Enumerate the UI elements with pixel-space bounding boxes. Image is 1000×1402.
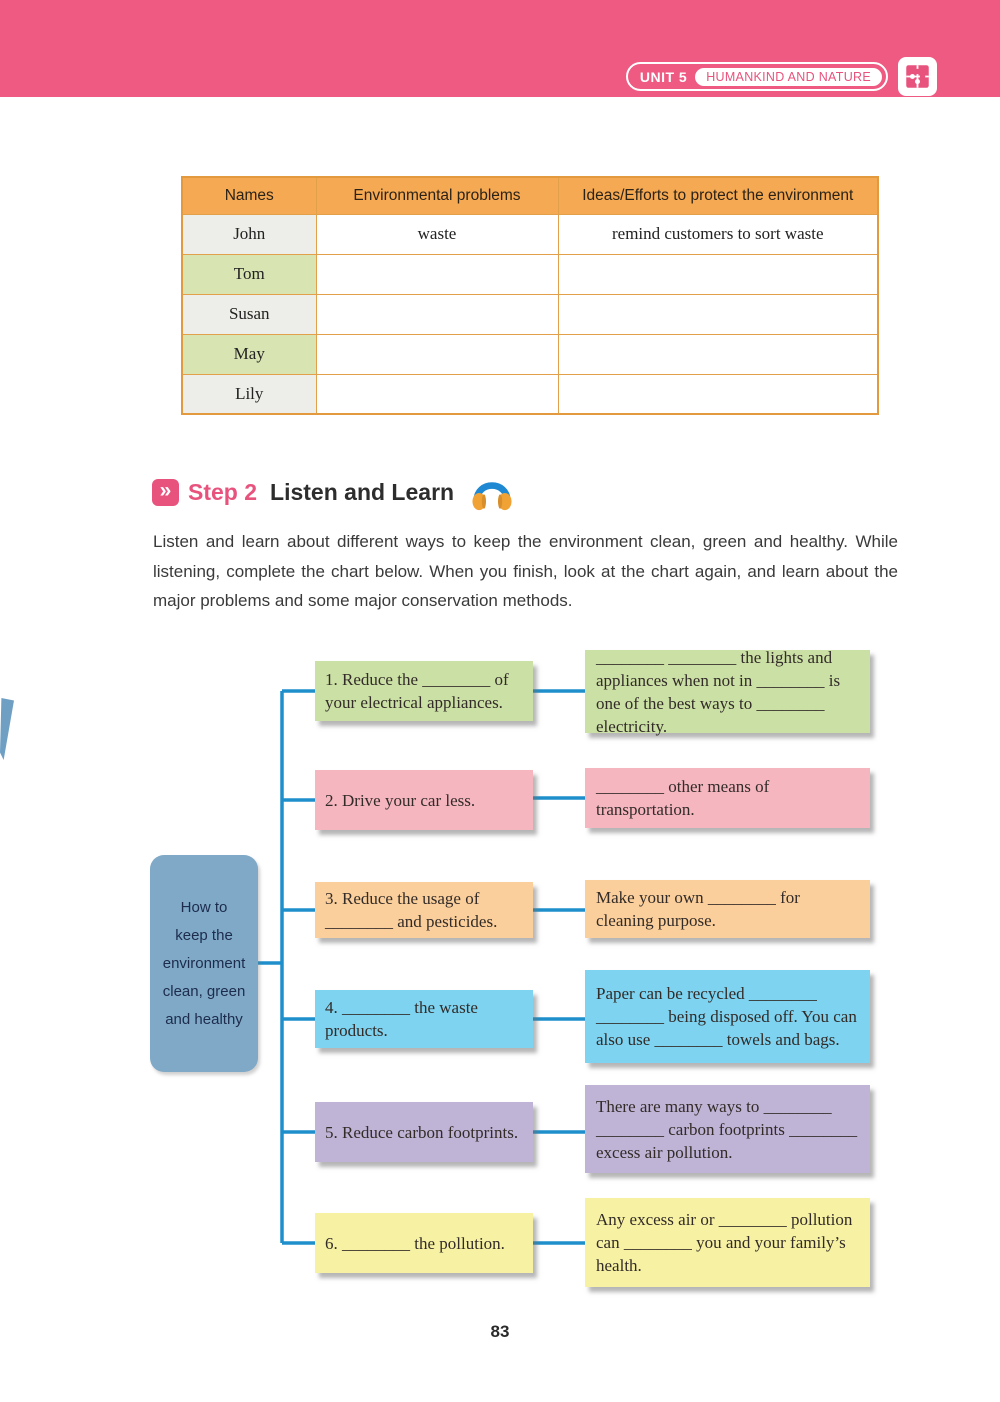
problem-cell [316, 334, 558, 374]
page-number: 83 [490, 1322, 510, 1341]
name-cell: John [182, 214, 316, 254]
idea-cell [558, 334, 878, 374]
step-heading [152, 472, 515, 512]
flow-left-box-6: 6. ________ the pollution. [315, 1213, 533, 1273]
name-cell: Lily [182, 374, 316, 414]
flow-right-box-6: Any excess air or ________ pollution can ________ you and your family’s health. [585, 1198, 870, 1287]
flow-right-box-3: Make your own ________ for cleaning purpose. [585, 880, 870, 938]
flow-left-box-5: 5. Reduce carbon footprints. [315, 1102, 533, 1162]
header-band [0, 0, 1000, 97]
table-row [182, 374, 878, 414]
flow-left-box-2: 2. Drive your car less. [315, 770, 533, 830]
step-label: Step 2 [188, 478, 258, 505]
flow-right-box-1: ________ ________ the lights and appliances when not in ________ is one of the best ways to ________ electricity. [585, 650, 870, 733]
survey-table [181, 176, 879, 415]
name-cell: Tom [182, 254, 316, 294]
flow-left-box-4: 4. ________ the waste products. [315, 990, 533, 1048]
puzzle-icon-svg [904, 63, 931, 90]
col-header-problems: Environmental problems [316, 177, 558, 214]
unit-badge [626, 62, 888, 91]
page-edge-decoration [0, 698, 14, 760]
step-chevron-icon: » [152, 479, 179, 506]
unit-number-label: UNIT 5 [639, 68, 688, 85]
flow-left-box-1: 1. Reduce the ________ of your electrical appliances. [315, 661, 533, 721]
flow-right-box-5: There are many ways to ________ ________ carbon footprints ________ excess air pollution. [585, 1085, 870, 1173]
col-header-ideas: Ideas/Efforts to protect the environment [558, 177, 878, 214]
problem-cell [316, 254, 558, 294]
table-row [182, 214, 878, 254]
problem-cell [316, 374, 558, 414]
table-row [182, 294, 878, 334]
idea-cell: remind customers to sort waste [558, 214, 878, 254]
headphones-icon [469, 472, 515, 512]
idea-cell [558, 254, 878, 294]
intro-paragraph: Listen and learn about different ways to keep the environment clean, green and healthy. While listening, complete the chart below. When you finish, look at the chart again, and learn about the major problems and some major conservation methods. [153, 532, 898, 610]
idea-cell [558, 294, 878, 334]
problem-cell [316, 294, 558, 334]
problem-cell: waste [316, 214, 558, 254]
table-header-row [182, 177, 878, 214]
puzzle-icon [898, 57, 937, 96]
idea-cell [558, 374, 878, 414]
col-header-names: Names [182, 177, 316, 214]
step-title: Listen and Learn [270, 478, 455, 505]
table-row [182, 254, 878, 294]
flow-right-box-2: ________ other means of transportation. [585, 768, 870, 828]
unit-title-pill: HUMANKIND AND NATURE [695, 68, 882, 86]
name-cell: Susan [182, 294, 316, 334]
flow-left-box-3: 3. Reduce the usage of ________ and pesticides. [315, 882, 533, 938]
name-cell: May [182, 334, 316, 374]
flow-root-box: How to keep the environment clean, green and healthy [150, 855, 258, 1072]
table-row [182, 334, 878, 374]
flow-right-box-4: Paper can be recycled ________ ________ being disposed off. You can also use ________ towels and bags. [585, 970, 870, 1063]
